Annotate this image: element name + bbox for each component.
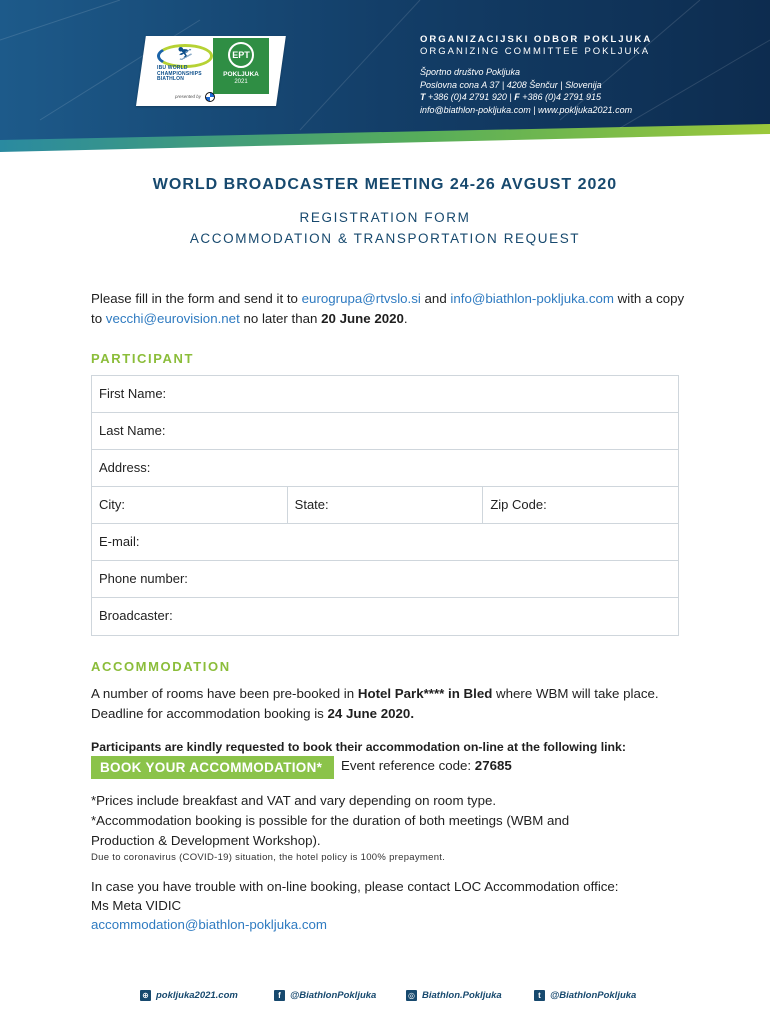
booking-request-line: Participants are kindly requested to book their accommodation on-line at the following link: [91, 740, 626, 754]
footer [0, 990, 770, 1010]
footer-twitter[interactable]: t @BiathlonPokljuka [534, 990, 636, 1001]
book-accommodation-button[interactable]: BOOK YOUR ACCOMMODATION* [91, 756, 334, 779]
pokljuka-logo-year: 2021 [234, 79, 248, 85]
instagram-icon: ◎ [406, 990, 417, 1001]
form-subtitle: REGISTRATION FORM [299, 210, 471, 225]
zip-code-field[interactable]: Zip Code: [482, 487, 678, 523]
event-reference: Event reference code: 27685 [341, 758, 512, 773]
booking-duration-note: *Accommodation booking is possible for the duration of both meetings (WBM and Production & Development Workshop). [91, 813, 570, 848]
phone-value: +386 (0)4 2791 920 [428, 92, 507, 102]
intro-deadline: 20 June 2020 [321, 311, 404, 326]
price-note: *Prices include breakfast and VAT and vary depending on room type. [91, 793, 497, 808]
email-field[interactable]: E-mail: [99, 534, 140, 549]
accommodation-paragraph: A number of rooms have been pre-booked in Hotel Park**** in Bled where WBM will take place. Deadline for accommodation booking is 24 June 2020. [91, 686, 659, 721]
city-field[interactable]: City: [99, 497, 125, 512]
ibu-logo-text: IBU WORLD CHAMPIONSHIPS BIATHLON [157, 65, 202, 82]
form-row-email [92, 524, 678, 561]
event-logo [143, 38, 275, 104]
accommodation-email-link[interactable]: accommodation@biathlon-pokljuka.com [91, 917, 327, 932]
form-row-first-name [92, 376, 678, 413]
header-banner [0, 0, 770, 160]
accommodation-deadline: 24 June 2020. [327, 706, 415, 721]
event-reference-code: 27685 [474, 758, 512, 773]
org-name-sl: ORGANIZACIJSKI ODBOR POKLJUKA [420, 34, 653, 45]
phone-label: T [420, 92, 426, 102]
banner-background [0, 0, 770, 160]
facebook-icon: f [274, 990, 285, 1001]
participant-heading: PARTICIPANT [91, 351, 195, 366]
bmw-logo-icon [205, 92, 215, 102]
twitter-icon: t [534, 990, 545, 1001]
hotel-name: Hotel Park**** in Bled [357, 686, 493, 701]
email-link-eurogrupa[interactable]: eurogrupa@rtvslo.si [301, 291, 421, 306]
fax-label: F [514, 92, 520, 102]
org-contact-line: info@biathlon-pokljuka.com | www.pokljuka2021.com [420, 104, 633, 115]
first-name-field[interactable]: First Name: [99, 386, 167, 401]
skier-icon: ⛷ [177, 46, 194, 61]
footer-instagram[interactable]: ◎ Biathlon.Pokljuka [408, 990, 502, 1001]
form-row-address [92, 450, 678, 487]
footer-facebook[interactable]: f @BiathlonPokljuka [274, 990, 376, 1001]
form-row-city-state-zip [92, 487, 678, 524]
page-title: WORLD BROADCASTER MEETING 24-26 AVGUST 2020 [152, 176, 618, 193]
pokljuka-monogram: EPT [228, 42, 254, 68]
last-name-field[interactable]: Last Name: [99, 423, 166, 438]
form-row-phone [92, 561, 678, 598]
email-link-vecchi[interactable]: vecchi@eurovision.net [105, 311, 240, 326]
request-subtitle: ACCOMMODATION & TRANSPORTATION REQUEST [189, 231, 581, 246]
presented-by-text: presented by [175, 94, 202, 99]
intro-paragraph: Please fill in the form and send it to eurogrupa@rtvslo.si and info@biathlon-pokljuka.com with a copy to vecchi@eurovision.net no later than 20 June 2020. [91, 291, 685, 326]
organizer-info [420, 34, 652, 116]
footer-website[interactable]: ⊕ pokljuka2021.com [140, 990, 238, 1001]
trouble-contact-line: In case you have trouble with on-line booking, please contact LOC Accommodation office: [91, 879, 619, 894]
address-field[interactable]: Address: [99, 460, 151, 475]
org-phone-fax: T +386 (0)4 2791 920 | F +386 (0)4 2791 915 [420, 92, 602, 102]
email-link-info[interactable]: info@biathlon-pokljuka.com [450, 291, 614, 306]
org-address: Poslovna cona A 37 | 4208 Šenčur | Slovenija [420, 79, 602, 90]
pokljuka-logo-name: POKLJUKA [223, 71, 259, 78]
participant-form [91, 375, 679, 636]
org-name-en: ORGANIZING COMMITTEE POKLJUKA [420, 46, 651, 57]
form-row-broadcaster [92, 598, 678, 635]
globe-icon: ⊕ [140, 990, 151, 1001]
fax-value: +386 (0)4 2791 915 [522, 92, 602, 102]
accommodation-heading: ACCOMMODATION [91, 659, 231, 674]
covid-note: Due to coronavirus (COVID-19) situation, the hotel policy is 100% prepayment. [91, 852, 446, 863]
contact-name: Ms Meta VIDIC [91, 898, 182, 913]
form-row-last-name [92, 413, 678, 450]
org-society: Športno društvo Pokljuka [420, 67, 521, 77]
ibu-logo [149, 42, 213, 82]
phone-number-field[interactable]: Phone number: [99, 571, 188, 586]
broadcaster-field[interactable]: Broadcaster: [99, 608, 173, 623]
state-field[interactable]: State: [287, 487, 483, 523]
pokljuka-logo [213, 38, 269, 94]
